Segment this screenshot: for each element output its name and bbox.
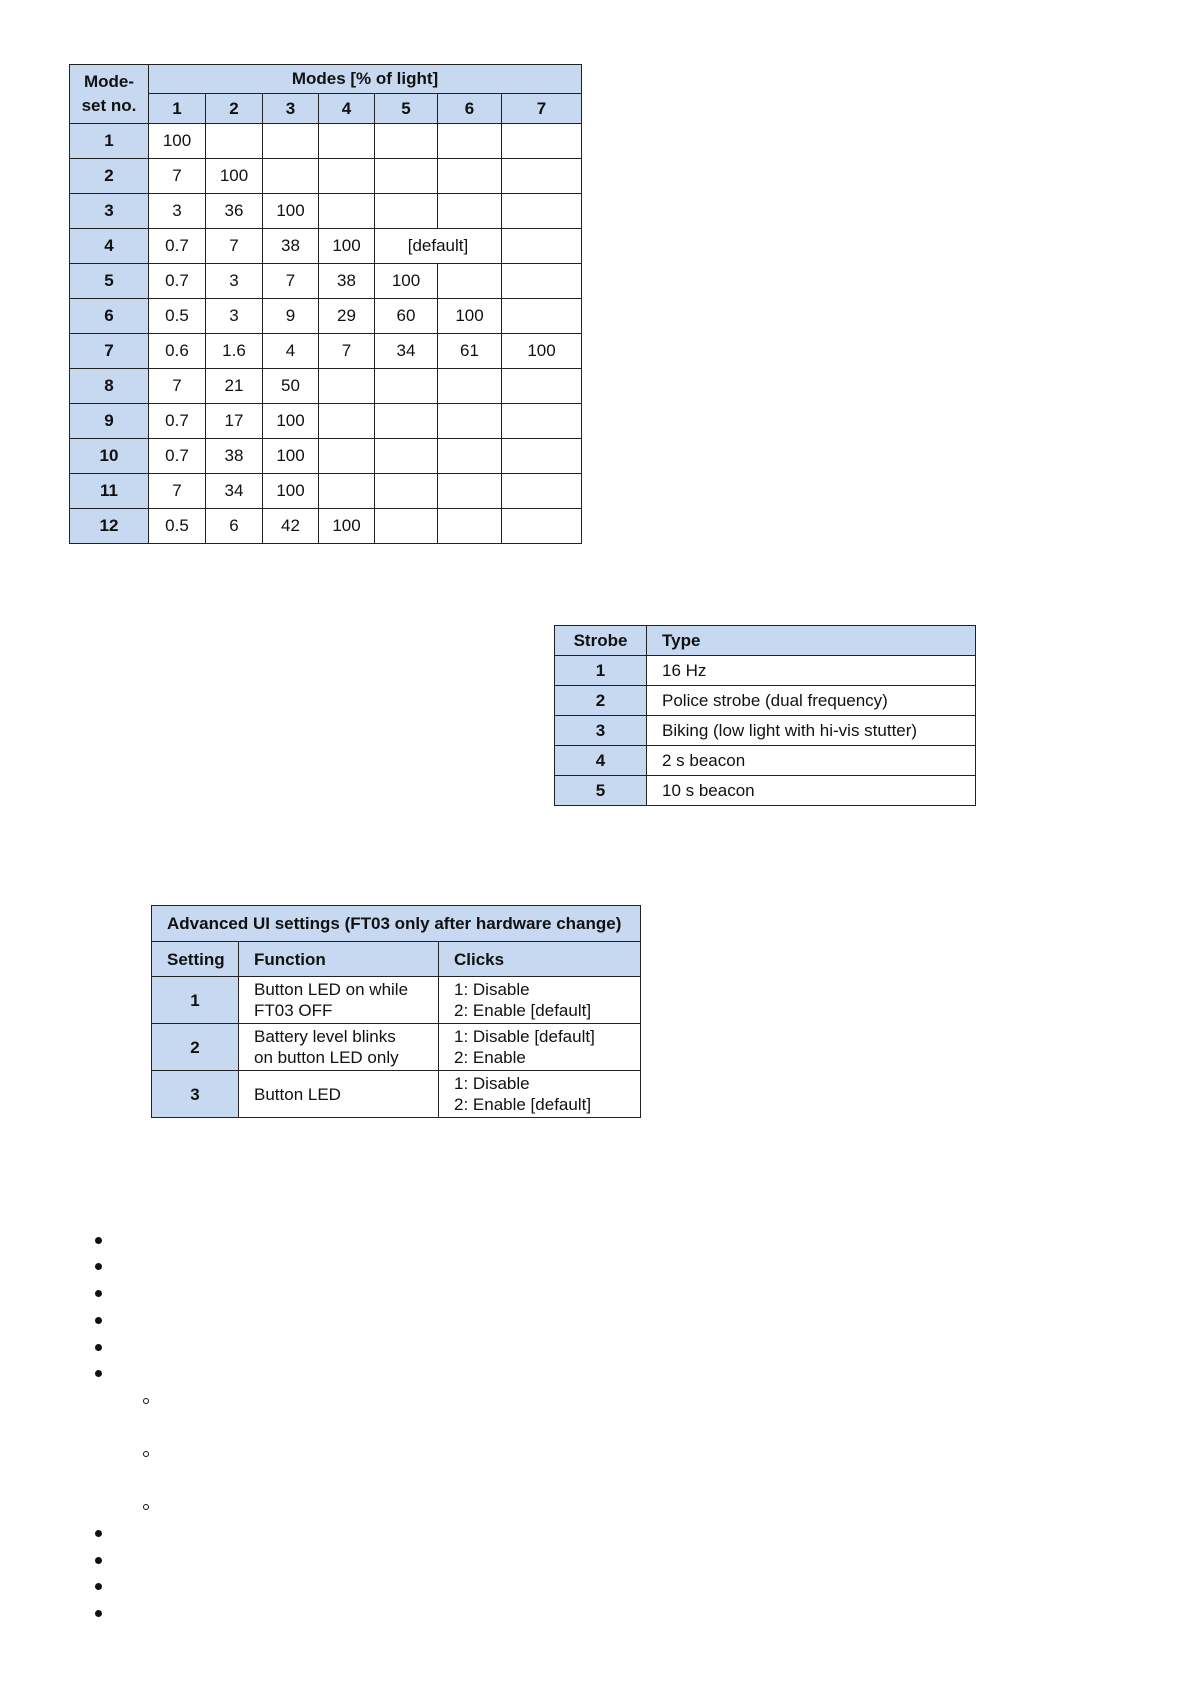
setting-function (239, 1024, 439, 1071)
mode-value: 0.5 (149, 299, 206, 334)
mode-col-header: 7 (502, 94, 582, 124)
mode-value (375, 194, 438, 229)
advanced-title: Advanced UI settings (FT03 only after hardware change) (152, 906, 641, 942)
mode-value: 100 (149, 124, 206, 159)
mode-value (375, 474, 438, 509)
mode-set-number: 12 (70, 509, 149, 544)
mode-value (502, 299, 582, 334)
mode-value (375, 439, 438, 474)
mode-value (438, 404, 502, 439)
mode-set-number: 2 (70, 159, 149, 194)
mode-value (319, 194, 375, 229)
table-row (70, 194, 582, 229)
strobe-body (555, 656, 976, 806)
advanced-ui-table (151, 905, 641, 1118)
mode-set-number: 10 (70, 439, 149, 474)
strobe-table (554, 625, 976, 806)
function-line1: Button LED on while (254, 980, 409, 999)
table-row (555, 716, 976, 746)
mode-col-header: 5 (375, 94, 438, 124)
table-row (70, 124, 582, 159)
mode-value: 42 (263, 509, 319, 544)
list-bullet (95, 1557, 102, 1564)
click-option2: 2: Enable [default] (454, 1001, 592, 1020)
mode-value (502, 159, 582, 194)
mode-value: 3 (206, 264, 263, 299)
mode-value: 7 (206, 229, 263, 264)
default-label: [default] (375, 229, 502, 264)
mode-set-number: 1 (70, 124, 149, 159)
mode-value (502, 439, 582, 474)
mode-value (502, 369, 582, 404)
setting-clicks (439, 1071, 641, 1118)
strobe-type: Police strobe (dual frequency) (647, 686, 976, 716)
mode-set-number: 6 (70, 299, 149, 334)
table-row (152, 977, 641, 1024)
table-row (555, 746, 976, 776)
mode-value: 36 (206, 194, 263, 229)
modes-table (69, 64, 582, 544)
mode-value: 60 (375, 299, 438, 334)
mode-value: 100 (263, 194, 319, 229)
mode-value (438, 264, 502, 299)
mode-value: 0.7 (149, 264, 206, 299)
mode-value (319, 369, 375, 404)
mode-value (375, 509, 438, 544)
modes-body (70, 124, 582, 544)
mode-value (319, 474, 375, 509)
mode-value: 7 (319, 334, 375, 369)
mode-value (502, 194, 582, 229)
table-row (70, 369, 582, 404)
mode-set-number: 9 (70, 404, 149, 439)
mode-value: 9 (263, 299, 319, 334)
click-option2: 2: Enable (454, 1048, 526, 1067)
mode-col-header: 1 (149, 94, 206, 124)
table-row (70, 299, 582, 334)
mode-set-number: 7 (70, 334, 149, 369)
mode-value: 100 (206, 159, 263, 194)
strobe-number: 5 (555, 776, 647, 806)
mode-value: 38 (263, 229, 319, 264)
table-row (70, 474, 582, 509)
mode-value: 6 (206, 509, 263, 544)
mode-set-number: 5 (70, 264, 149, 299)
setting-number: 2 (152, 1024, 239, 1071)
mode-value (319, 124, 375, 159)
function-line1: Battery level blinks (254, 1027, 396, 1046)
list-bullet (95, 1530, 102, 1537)
mode-value (263, 159, 319, 194)
click-option1: 1: Disable (454, 1074, 530, 1093)
mode-value: 17 (206, 404, 263, 439)
mode-col-header: 3 (263, 94, 319, 124)
advanced-body (152, 977, 641, 1118)
mode-value (502, 229, 582, 264)
type-header: Type (647, 626, 976, 656)
mode-set-number: 4 (70, 229, 149, 264)
mode-value: 7 (149, 159, 206, 194)
table-row (70, 509, 582, 544)
setting-clicks (439, 977, 641, 1024)
mode-value: 7 (149, 369, 206, 404)
mode-value (438, 439, 502, 474)
table-row (152, 1071, 641, 1118)
mode-value: 100 (375, 264, 438, 299)
strobe-type: 2 s beacon (647, 746, 976, 776)
mode-value (375, 159, 438, 194)
mode-value: 100 (438, 299, 502, 334)
strobe-type: 16 Hz (647, 656, 976, 686)
mode-value: 0.7 (149, 404, 206, 439)
table-row (555, 656, 976, 686)
mode-value: 61 (438, 334, 502, 369)
mode-value: 38 (319, 264, 375, 299)
modes-header: Modes [% of light] (149, 65, 582, 94)
setting-function (239, 977, 439, 1024)
strobe-number: 4 (555, 746, 647, 776)
strobe-number: 2 (555, 686, 647, 716)
click-option2: 2: Enable [default] (454, 1095, 592, 1114)
function-line1: Button LED (254, 1084, 341, 1104)
mode-value: 100 (263, 404, 319, 439)
mode-value (375, 369, 438, 404)
mode-value: 0.5 (149, 509, 206, 544)
list-bullet (95, 1290, 102, 1297)
function-line2: on button LED only (254, 1048, 399, 1067)
mode-set-number: 8 (70, 369, 149, 404)
setting-number: 1 (152, 977, 239, 1024)
table-row (70, 439, 582, 474)
list-bullet (95, 1237, 102, 1244)
mode-value: 100 (319, 229, 375, 264)
mode-value (263, 124, 319, 159)
mode-value: 100 (502, 334, 582, 369)
mode-value: 34 (206, 474, 263, 509)
mode-value: 34 (375, 334, 438, 369)
clicks-header: Clicks (439, 942, 641, 977)
setting-clicks (439, 1024, 641, 1071)
mode-value: 100 (263, 474, 319, 509)
setting-header: Setting (152, 942, 239, 977)
mode-value: 50 (263, 369, 319, 404)
mode-value (438, 509, 502, 544)
mode-value: 0.6 (149, 334, 206, 369)
table-row (555, 686, 976, 716)
table-row (70, 229, 582, 264)
mode-value: 7 (263, 264, 319, 299)
mode-value (502, 509, 582, 544)
mode-value (502, 264, 582, 299)
mode-value (502, 474, 582, 509)
table-row (555, 776, 976, 806)
mode-col-header: 4 (319, 94, 375, 124)
mode-value (438, 194, 502, 229)
click-option1: 1: Disable (454, 980, 530, 999)
mode-set-number: 3 (70, 194, 149, 229)
sub-list-bullet (143, 1398, 149, 1404)
list-bullet (95, 1344, 102, 1351)
table-row (70, 264, 582, 299)
mode-value: 100 (319, 509, 375, 544)
list-bullet (95, 1263, 102, 1270)
list-bullet (95, 1370, 102, 1377)
mode-value (319, 159, 375, 194)
mode-value: 1.6 (206, 334, 263, 369)
mode-value: 3 (206, 299, 263, 334)
mode-value: 7 (149, 474, 206, 509)
click-option1: 1: Disable [default] (454, 1027, 595, 1046)
function-line2: FT03 OFF (254, 1001, 333, 1020)
setting-function (239, 1071, 439, 1118)
table-row (152, 1024, 641, 1071)
mode-col-header: 6 (438, 94, 502, 124)
strobe-number: 3 (555, 716, 647, 746)
table-row (70, 334, 582, 369)
mode-value (375, 124, 438, 159)
mode-value (438, 124, 502, 159)
mode-value: 3 (149, 194, 206, 229)
list-bullet (95, 1610, 102, 1617)
mode-set-header-line2: set no. (81, 96, 137, 115)
mode-value: 4 (263, 334, 319, 369)
sub-list-bullet (143, 1504, 149, 1510)
mode-set-header (70, 65, 149, 124)
mode-value: 21 (206, 369, 263, 404)
setting-number: 3 (152, 1071, 239, 1118)
strobe-type: 10 s beacon (647, 776, 976, 806)
mode-value: 29 (319, 299, 375, 334)
mode-value: 0.7 (149, 229, 206, 264)
function-header: Function (239, 942, 439, 977)
list-bullet (95, 1583, 102, 1590)
mode-set-number: 11 (70, 474, 149, 509)
mode-value (375, 404, 438, 439)
mode-value (438, 369, 502, 404)
mode-value (206, 124, 263, 159)
mode-value: 38 (206, 439, 263, 474)
mode-set-header-line1: Mode- (83, 72, 135, 91)
mode-value (438, 474, 502, 509)
mode-value (502, 404, 582, 439)
mode-value (502, 124, 582, 159)
mode-value: 100 (263, 439, 319, 474)
list-bullet (95, 1317, 102, 1324)
mode-value (319, 404, 375, 439)
sub-list-bullet (143, 1451, 149, 1457)
mode-value: 0.7 (149, 439, 206, 474)
mode-col-header: 2 (206, 94, 263, 124)
strobe-header: Strobe (555, 626, 647, 656)
mode-value (319, 439, 375, 474)
strobe-type: Biking (low light with hi-vis stutter) (647, 716, 976, 746)
mode-value (438, 159, 502, 194)
strobe-number: 1 (555, 656, 647, 686)
table-row (70, 159, 582, 194)
table-row (70, 404, 582, 439)
